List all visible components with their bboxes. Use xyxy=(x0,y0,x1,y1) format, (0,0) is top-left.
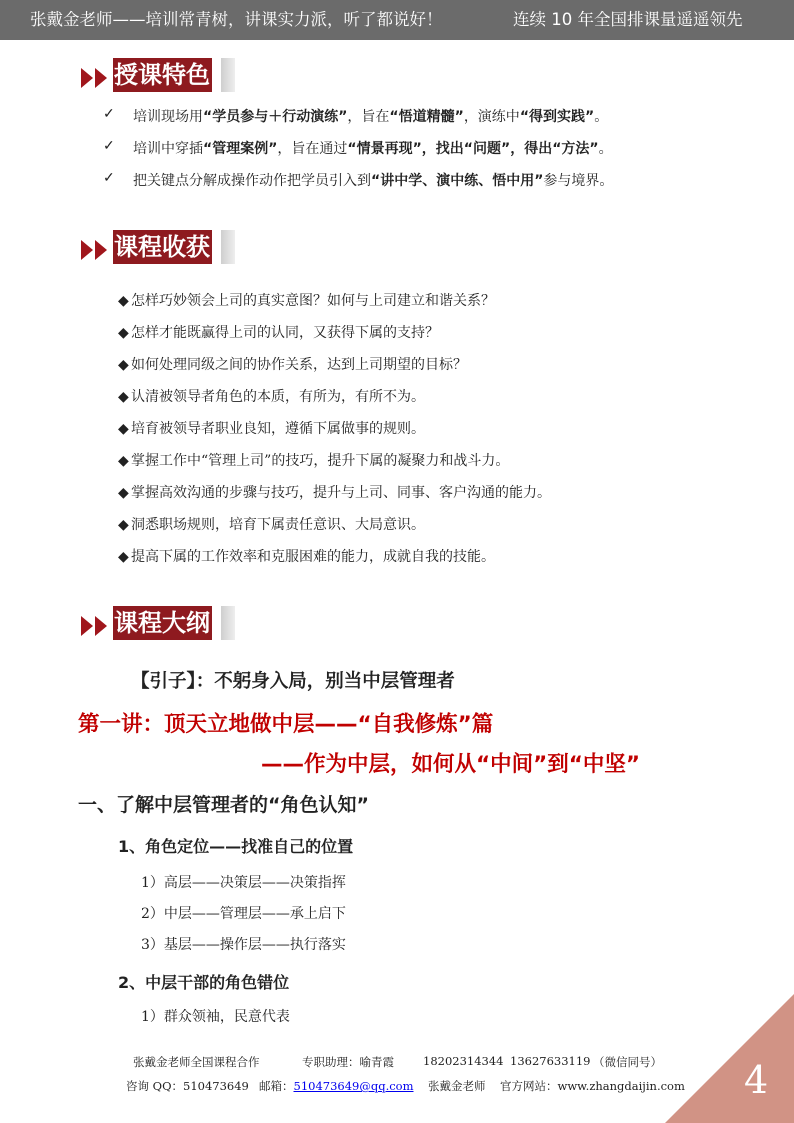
diamond-bullet-icon: ◆ xyxy=(118,421,129,437)
footer-qq: 咨询 QQ：510473649 xyxy=(126,1079,249,1093)
section-title-outline: 课程大纲 xyxy=(113,606,212,640)
lecture-subtitle: ——作为中层，如何从“中间”到“中坚” xyxy=(261,752,641,777)
gain-text: 怎样才能既赢得上司的认同，又获得下属的支持？ xyxy=(131,325,439,341)
footer-email-label: 邮箱： xyxy=(259,1079,294,1093)
footer-phone-2: 13627633119 xyxy=(510,1054,591,1068)
email-link[interactable]: 510473649@qq.com xyxy=(293,1079,414,1093)
footer-wechat-note: （微信同号） xyxy=(593,1055,662,1069)
feature-plain: ，演练中 xyxy=(463,109,520,125)
gain-item xyxy=(118,386,425,406)
feature-text xyxy=(133,170,613,190)
footer-website-label: 官方网站： xyxy=(500,1079,558,1093)
section-title-gains: 课程收获 xyxy=(113,230,212,264)
feature-plain: 培训中穿插 xyxy=(133,141,203,157)
double-arrow-icon xyxy=(81,68,111,88)
feature-text xyxy=(133,106,608,126)
gain-text: 掌握高效沟通的步骤与技巧，提升与上司、同事、客户沟通的能力。 xyxy=(131,485,551,501)
footer-cooperation: 张戴金老师全国课程合作 xyxy=(133,1055,260,1069)
website-link[interactable]: www.zhangdaijin.com xyxy=(557,1079,685,1093)
section-title-features: 授课特色 xyxy=(113,58,212,92)
feature-bold: “讲中学、演中练、悟中用” xyxy=(371,173,544,189)
gain-text: 怎样巧妙领会上司的真实意图？如何与上司建立和谐关系？ xyxy=(131,293,495,309)
title-shadow xyxy=(221,58,235,92)
feature-plain: ，旨在 xyxy=(347,109,390,125)
gain-item xyxy=(118,322,439,342)
check-icon: ✓ xyxy=(103,106,115,122)
banner-rank: 连续 10 年全国排课量遥遥领先 xyxy=(513,10,743,29)
feature-bold: “得到实践” xyxy=(519,109,595,125)
check-icon: ✓ xyxy=(103,138,115,154)
feature-bold: “管理案例” xyxy=(203,141,278,157)
gain-item xyxy=(118,418,425,438)
gain-text: 认清被领导者角色的本质，有所为，有所不为。 xyxy=(131,389,425,405)
gain-text: 提高下属的工作效率和克服困难的能力，成就自我的技能。 xyxy=(131,549,495,565)
outline-item: 1）群众领袖，民意代表 xyxy=(141,1009,290,1025)
gain-item xyxy=(118,482,551,502)
outline-item: 3）基层——操作层——执行落实 xyxy=(141,937,346,953)
footer-email-wrap xyxy=(259,1078,414,1094)
gain-item xyxy=(118,290,495,310)
feature-plain: 。 xyxy=(598,141,613,157)
gain-item xyxy=(118,546,495,566)
footer-assistant: 专职助理：喻青霞 xyxy=(302,1055,394,1069)
feature-bold: “情景再现”，找出“问题”，得出“方法” xyxy=(347,141,599,157)
gain-text: 培育被领导者职业良知，遵循下属做事的规则。 xyxy=(131,421,425,437)
gain-text: 洞悉职场规则，培育下属责任意识、大局意识。 xyxy=(131,517,425,533)
feature-bold: “悟道精髓” xyxy=(389,109,464,125)
diamond-bullet-icon: ◆ xyxy=(118,389,129,405)
feature-bold: “学员参与＋行动演练” xyxy=(203,109,348,125)
top-banner xyxy=(0,0,794,40)
diamond-bullet-icon: ◆ xyxy=(118,357,129,373)
title-shadow xyxy=(221,230,235,264)
diamond-bullet-icon: ◆ xyxy=(118,325,129,341)
feature-plain: 培训现场用 xyxy=(133,109,203,125)
outline-part-heading: 一、了解中层管理者的“角色认知” xyxy=(78,794,369,816)
gain-item xyxy=(118,514,425,534)
corner-triangle-decoration xyxy=(665,994,794,1123)
double-arrow-icon xyxy=(81,616,111,636)
diamond-bullet-icon: ◆ xyxy=(118,293,129,309)
gain-item xyxy=(118,354,467,374)
banner-motto: 张戴金老师——培训常青树，讲课实力派，听了都说好！ xyxy=(30,10,443,29)
double-arrow-icon xyxy=(81,240,111,260)
check-icon: ✓ xyxy=(103,170,115,186)
feature-plain: 参与境界。 xyxy=(543,173,614,189)
outline-sub-heading: 1、角色定位——找准自己的位置 xyxy=(118,837,354,856)
feature-plain: 。 xyxy=(594,109,609,125)
diamond-bullet-icon: ◆ xyxy=(118,485,129,501)
diamond-bullet-icon: ◆ xyxy=(118,517,129,533)
gain-text: 如何处理同级之间的协作关系，达到上司期望的目标？ xyxy=(131,357,467,373)
diamond-bullet-icon: ◆ xyxy=(118,549,129,565)
feature-plain: 把关键点分解成操作动作把学员引入到 xyxy=(133,173,371,189)
outline-sub-heading: 2、中层干部的角色错位 xyxy=(118,973,290,992)
feature-text xyxy=(133,138,613,158)
gain-text: 掌握工作中“管理上司”的技巧，提升下属的凝聚力和战斗力。 xyxy=(131,453,510,469)
outline-item: 1）高层——决策层——决策指挥 xyxy=(141,875,346,891)
diamond-bullet-icon: ◆ xyxy=(118,453,129,469)
outline-intro: 【引子】：不躬身入局，别当中层管理者 xyxy=(131,671,455,692)
lecture-title: 第一讲：顶天立地做中层——“自我修炼”篇 xyxy=(78,712,494,737)
footer-website-wrap xyxy=(500,1078,685,1094)
gain-item xyxy=(118,450,509,470)
feature-plain: ，旨在通过 xyxy=(277,141,348,157)
title-shadow xyxy=(221,606,235,640)
page-number: 4 xyxy=(744,1058,769,1102)
footer-teacher: 张戴金老师 xyxy=(428,1079,486,1093)
footer-phone-1: 18202314344 xyxy=(423,1054,504,1068)
outline-item: 2）中层——管理层——承上启下 xyxy=(141,906,346,922)
